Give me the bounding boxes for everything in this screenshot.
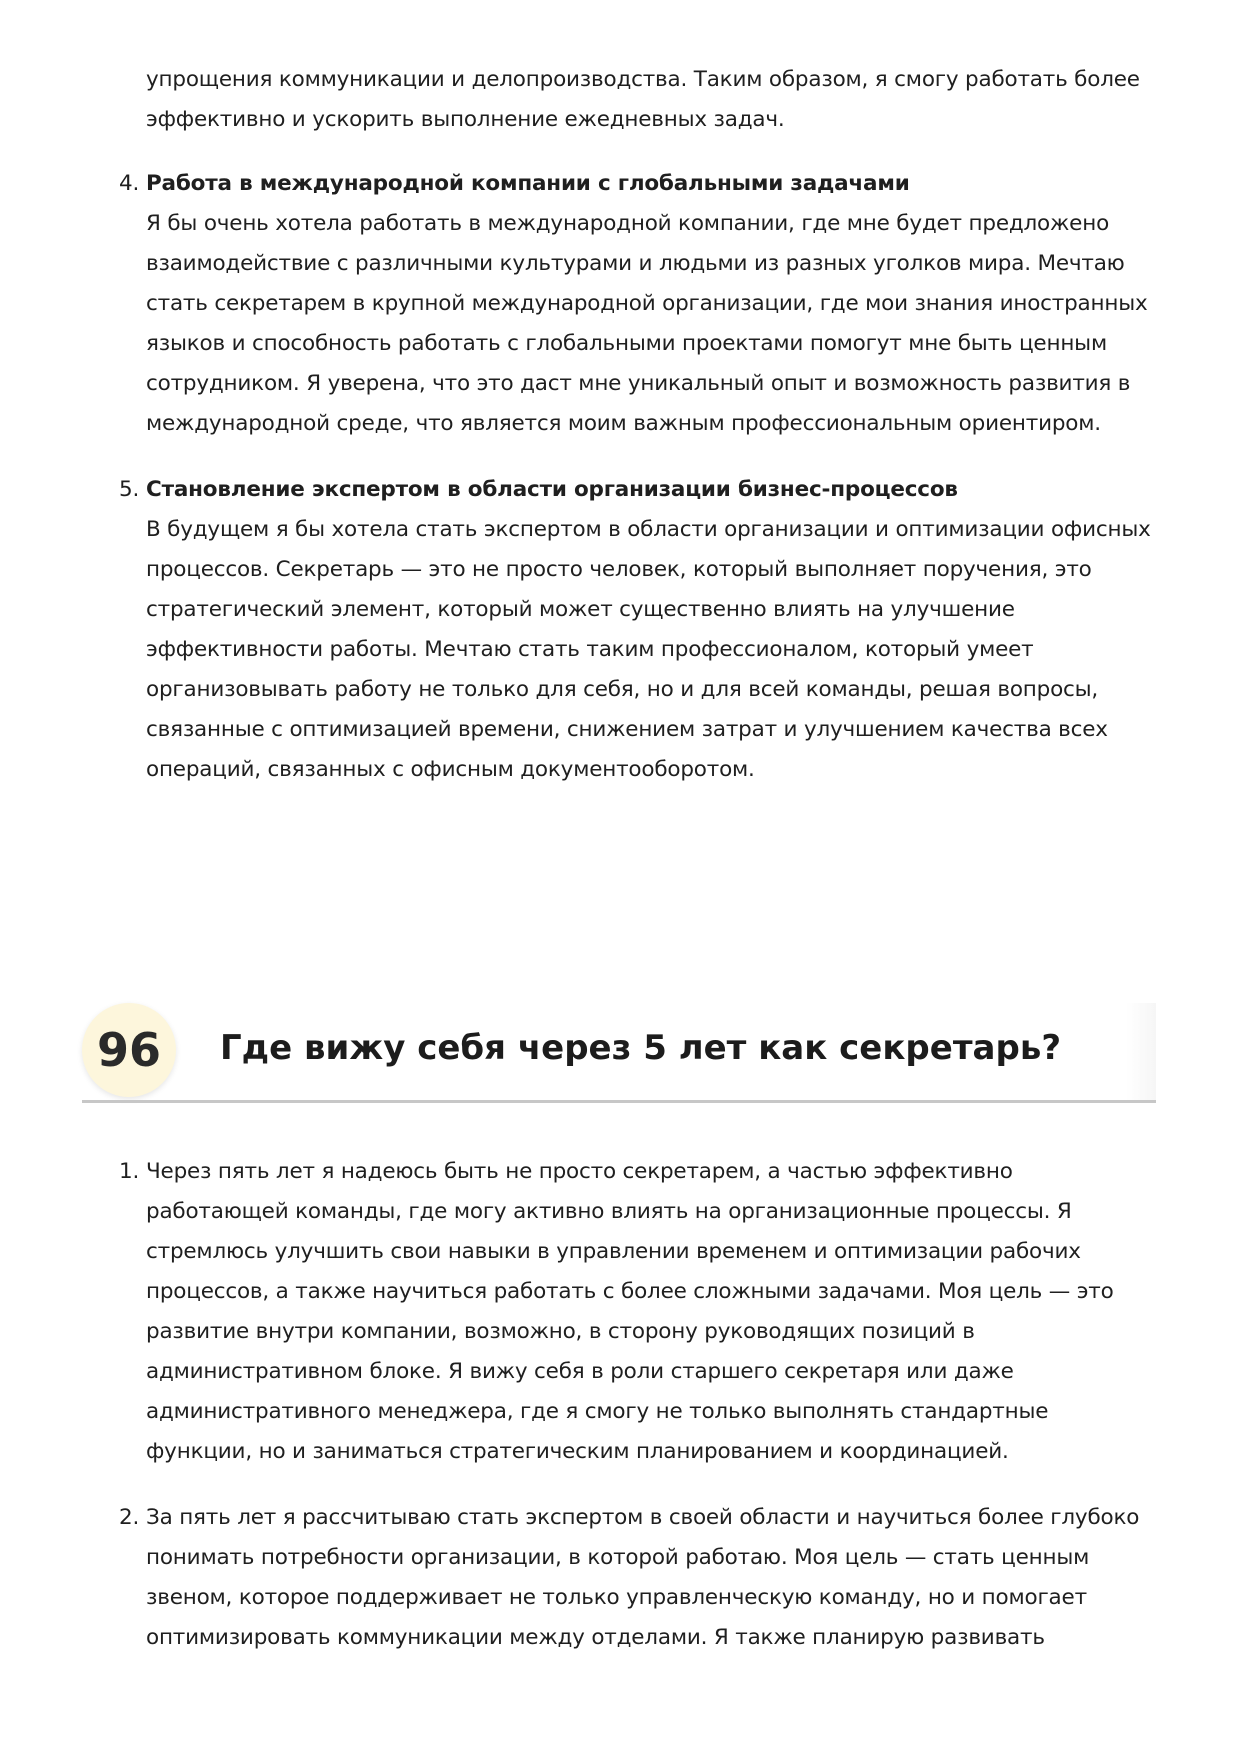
list-item-number: 5.: [119, 477, 140, 502]
list-item-title: Становление экспертом в области организации бизнес-процессов: [146, 477, 958, 502]
list-item: [119, 1152, 1156, 1472]
list-item-text: В будущем я бы хотела стать экспертом в области организации и оптимизации офисных процессов. Секретарь — это не просто человек, который выполняет поручения, это стратегический элемент, который может существенно влиять на улучшение эффективности работы. Мечтаю стать таким профессионалом, который умеет организовывать работу не только для себя, но и для всей команды, решая вопросы, связанные с оптимизацией времени, снижением затрат и улучшением качества всех операций, связанных с офисным документооборотом.: [146, 517, 1151, 782]
section-title: Где вижу себя через 5 лет как секретарь?: [220, 1028, 1062, 1068]
list-item-number: 4.: [119, 171, 140, 196]
list-item-text: За пять лет я рассчитываю стать экспертом в своей области и научиться более глубоко понимать потребности организации, в которой работаю. Моя цель — стать ценным звеном, которое поддерживает не только управленческую команду, но и помогает оптимизировать коммуникации между отделами. Я также планирую развивать: [146, 1505, 1140, 1650]
list-item-number: 2.: [119, 1505, 140, 1530]
continuation-paragraph: [146, 60, 1156, 140]
list-item-title: Работа в международной компании с глобальными задачами: [146, 171, 910, 196]
list-item: [119, 470, 1156, 790]
list-item: [119, 164, 1156, 444]
list-item: [119, 1498, 1156, 1658]
header-shade: [1126, 1003, 1156, 1100]
continuation-text: упрощения коммуникации и делопроизводства. Таким образом, я смогу работать более эффективно и ускорить выполнение ежедневных задач.: [146, 67, 1140, 132]
section-header: [82, 1003, 1156, 1103]
goals-list: [119, 164, 1156, 816]
section-number-badge: 96: [82, 1003, 176, 1097]
list-item-number: 1.: [119, 1159, 140, 1184]
answers-list: [119, 1152, 1156, 1684]
list-item-text: Через пять лет я надеюсь быть не просто секретарем, а частью эффективно работающей команды, где могу активно влиять на организационные процессы. Я стремлюсь улучшить свои навыки в управлении временем и оптимизации рабочих процессов, а также научиться работать с более сложными задачами. Моя цель — это развитие внутри компании, возможно, в сторону руководящих позиций в административном блоке. Я вижу себя в роли старшего секретаря или даже административного менеджера, где я смогу не только выполнять стандартные функции, но и заниматься стратегическим планированием и координацией.: [146, 1159, 1114, 1464]
header-divider: [82, 1100, 1156, 1103]
list-item-text: Я бы очень хотела работать в международной компании, где мне будет предложено взаимодействие с различными культурами и людьми из разных уголков мира. Мечтаю стать секретарем в крупной международной организации, где мои знания иностранных языков и способность работать с глобальными проектами помогут мне быть ценным сотрудником. Я уверена, что это даст мне уникальный опыт и возможность развития в международной среде, что является моим важным профессиональным ориентиром.: [146, 211, 1148, 436]
